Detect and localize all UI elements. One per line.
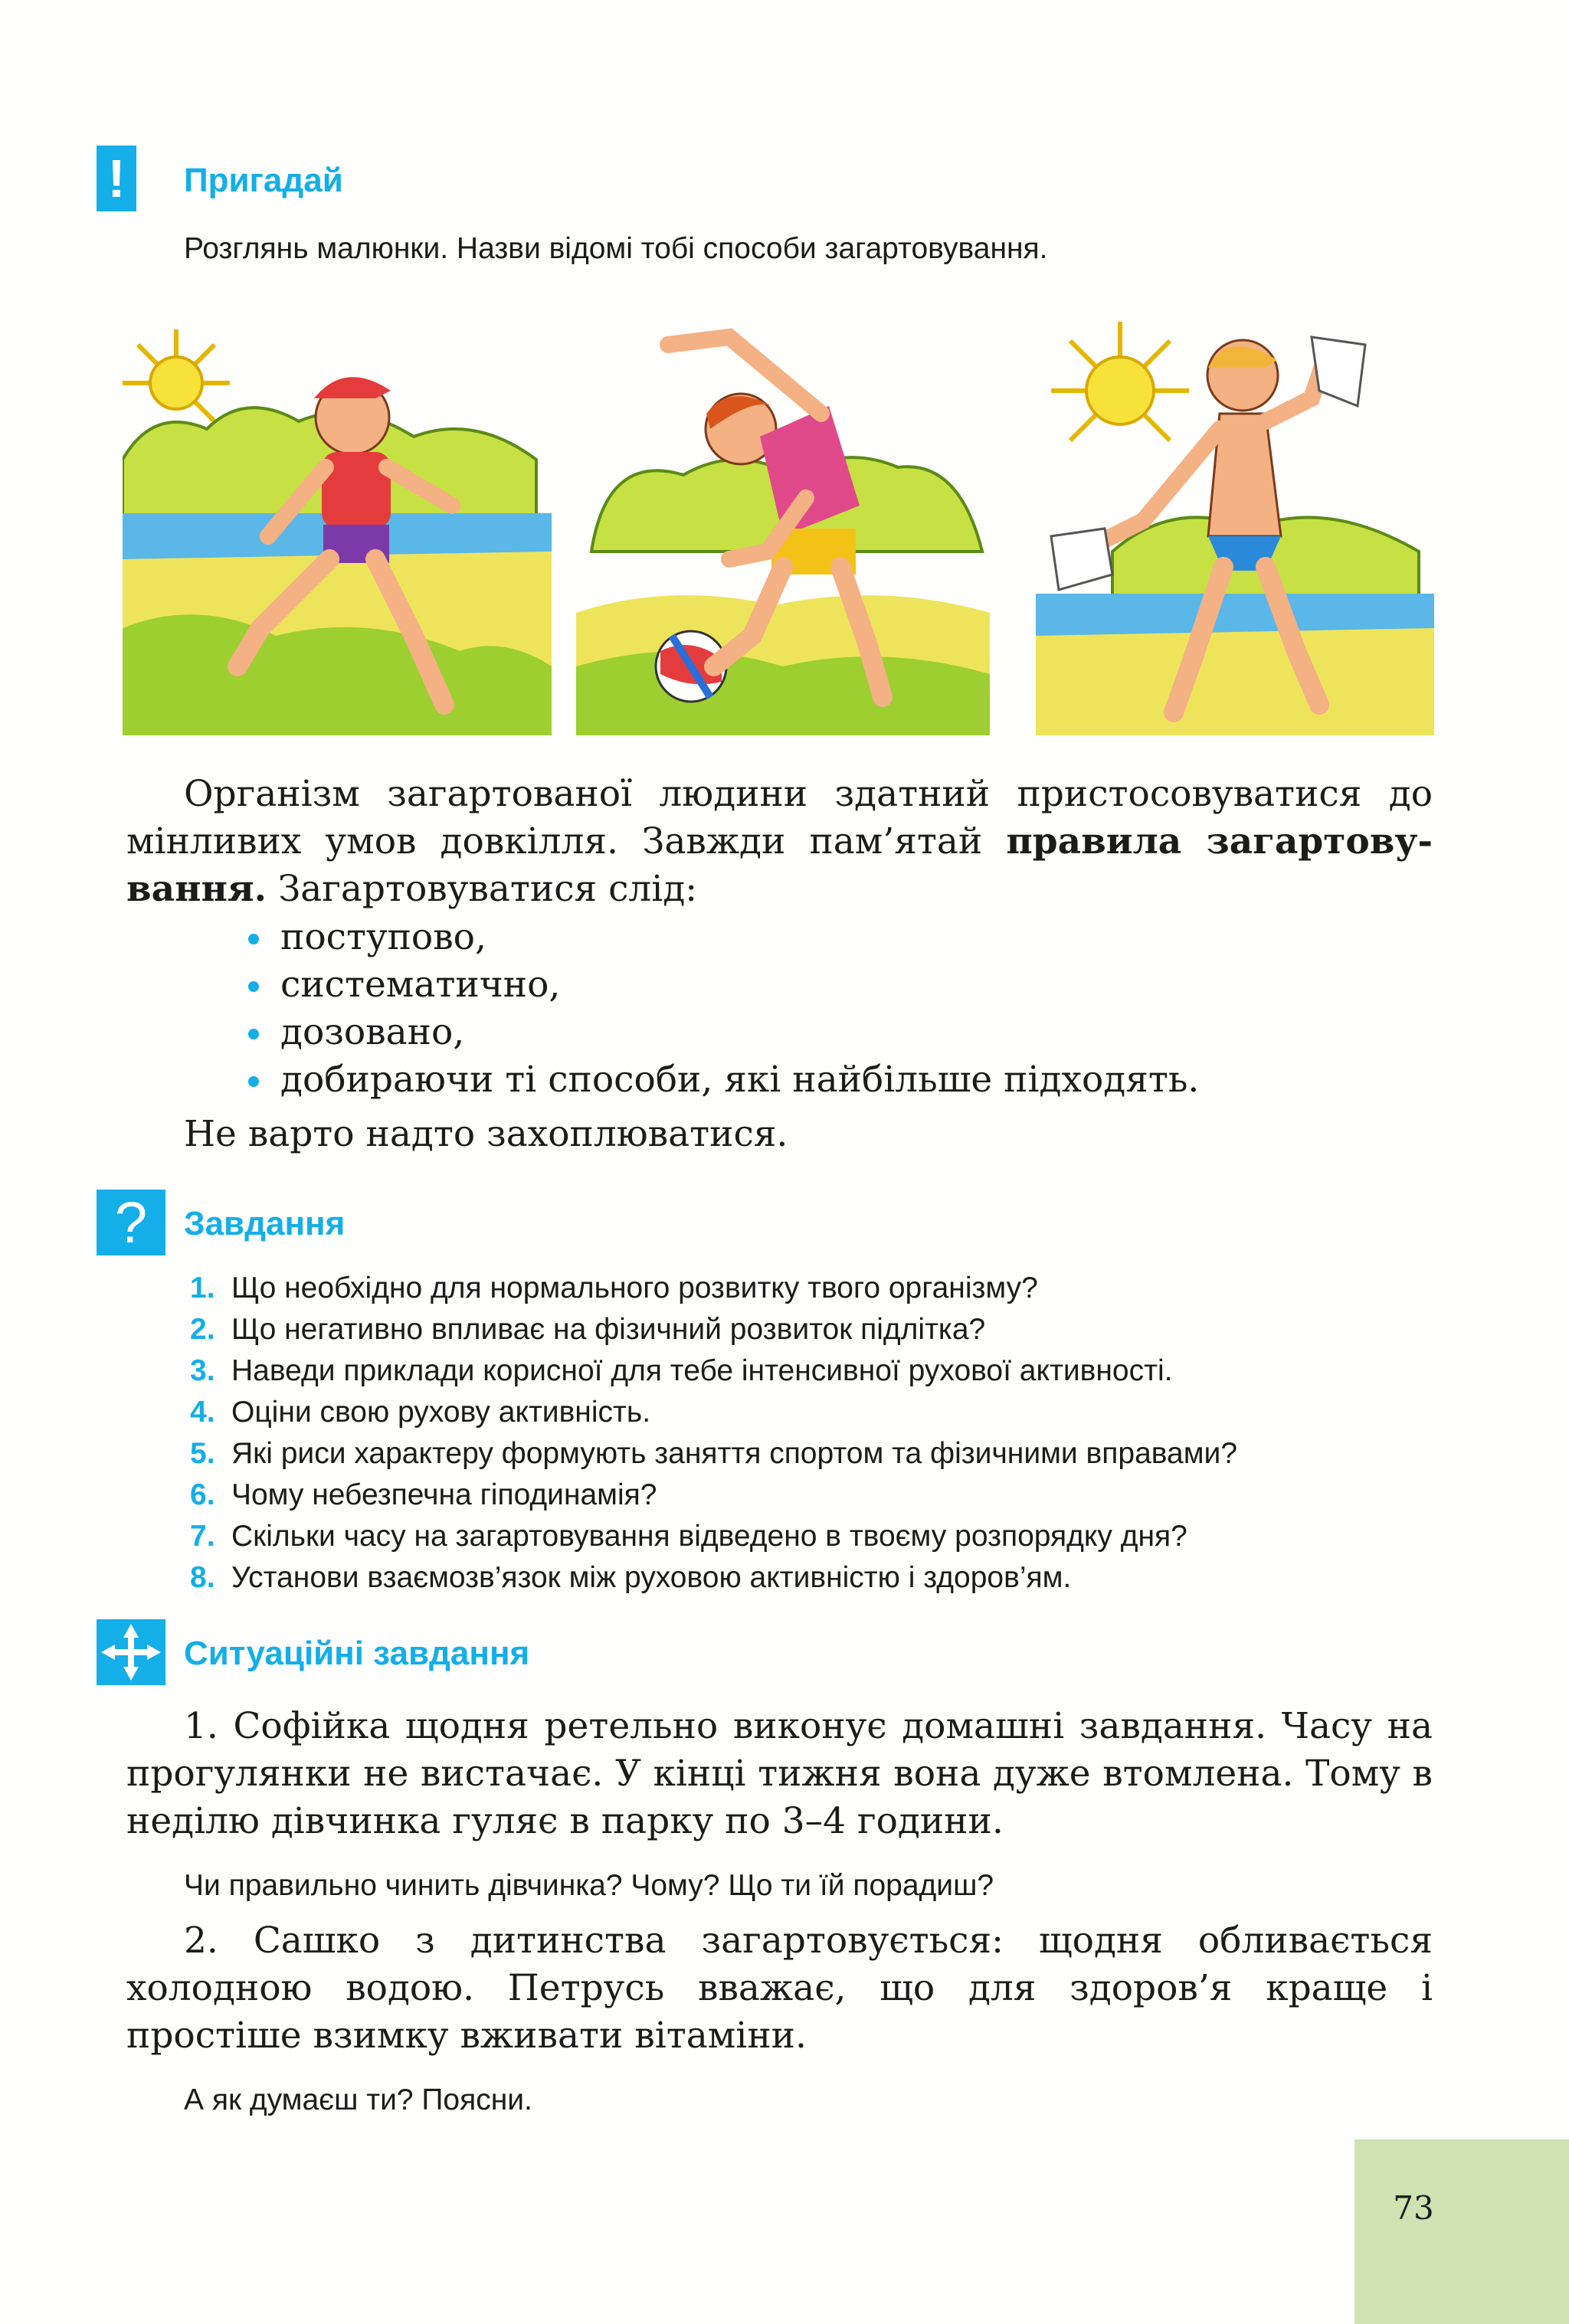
bullet-dot-icon [248,1029,259,1039]
tasks-title: Завдання [184,1205,346,1242]
list-item: 7. Скільки часу на загартовування відведено в твоєму розпорядку дня? [190,1520,1187,1553]
rules-intro-line-2: мінливих умов довкілля. Завжди пам’ятай [126,820,1007,862]
rules-intro-bold-2: вання. [126,868,267,910]
list-item: 2. Що негативно впливає на фізичний розвиток підлітка? [190,1313,986,1346]
rules-intro-line-3: Загартовуватися слід: [267,868,698,910]
list-item: 5. Які риси характеру формують заняття спортом та фізичними вправами? [190,1437,1238,1470]
rules-closing: Не варто надто захоплюватися. [184,1113,788,1155]
bullet-dot-icon [248,1076,259,1087]
list-item: 4. Оціни свою рухову активність. [190,1396,651,1429]
list-item: добираючи ті способи, які найбільше підходять. [244,1056,1199,1104]
question-mark-icon: ? [97,1190,165,1255]
situation-2-question: А як думаєш ти? Поясни. [184,2083,532,2116]
page-number: 73 [1393,2189,1434,2227]
recall-instruction: Розглянь малюнки. Назви відомі тобі способи загартовування. [184,232,1048,265]
rules-intro-bold-1: правила загартову- [1006,820,1433,862]
crossroads-icon-glyph [97,1619,165,1685]
list-item: 3. Наведи приклади корисної для тебе інтенсивної рухової активності. [190,1354,1173,1387]
boy-exercising-illustration [576,306,990,735]
situations-title: Ситуаційні завдання [184,1635,530,1672]
page-number-tab [1354,2139,1569,2324]
crossroads-icon [97,1619,165,1685]
rules-intro-line-1: Організм загартованої людини здатний пристосовуватися до [184,773,1433,815]
list-item: дозовано, [244,1009,1199,1056]
situation-2-text: 2. Сашко з дитинства загартовується: щодня обливається холодною водою. Петрусь вважає, що для здоров’я краще і простіше взимку вживати вітаміни. [126,1920,1433,2057]
bullet-dot-icon [248,981,259,992]
list-item: поступово, [244,914,1199,961]
boy-running-illustration [123,306,552,735]
boy-with-towel-illustration [1036,306,1434,735]
exclamation-icon: ! [97,146,136,211]
rules-bullet-list [244,914,1199,1104]
tasks-list [190,1268,1237,1599]
list-item: 1. Що необхідно для нормального розвитку твого організму? [190,1272,1038,1304]
list-item: 8. Установи взаємозв’язок між руховою активністю і здоров’ям. [190,1561,1072,1594]
situation-1-question: Чи правильно чинить дівчинка? Чому? Що ти їй порадиш? [184,1869,994,1902]
recall-title: Пригадай [184,162,343,199]
bullet-dot-icon [248,934,259,944]
list-item: 6. Чому небезпечна гіподинамія? [190,1478,657,1511]
list-item: систематично, [244,961,1199,1009]
rules-paragraph [126,771,1433,913]
situation-1-text: 1. Софійка щодня ретельно виконує домашні завдання. Часу на прогулянки не вистачає. У кінці тижня вона дуже втомлена. Тому в неділю дівчинка гуляє в парку по 3–4 години. [126,1705,1433,1842]
